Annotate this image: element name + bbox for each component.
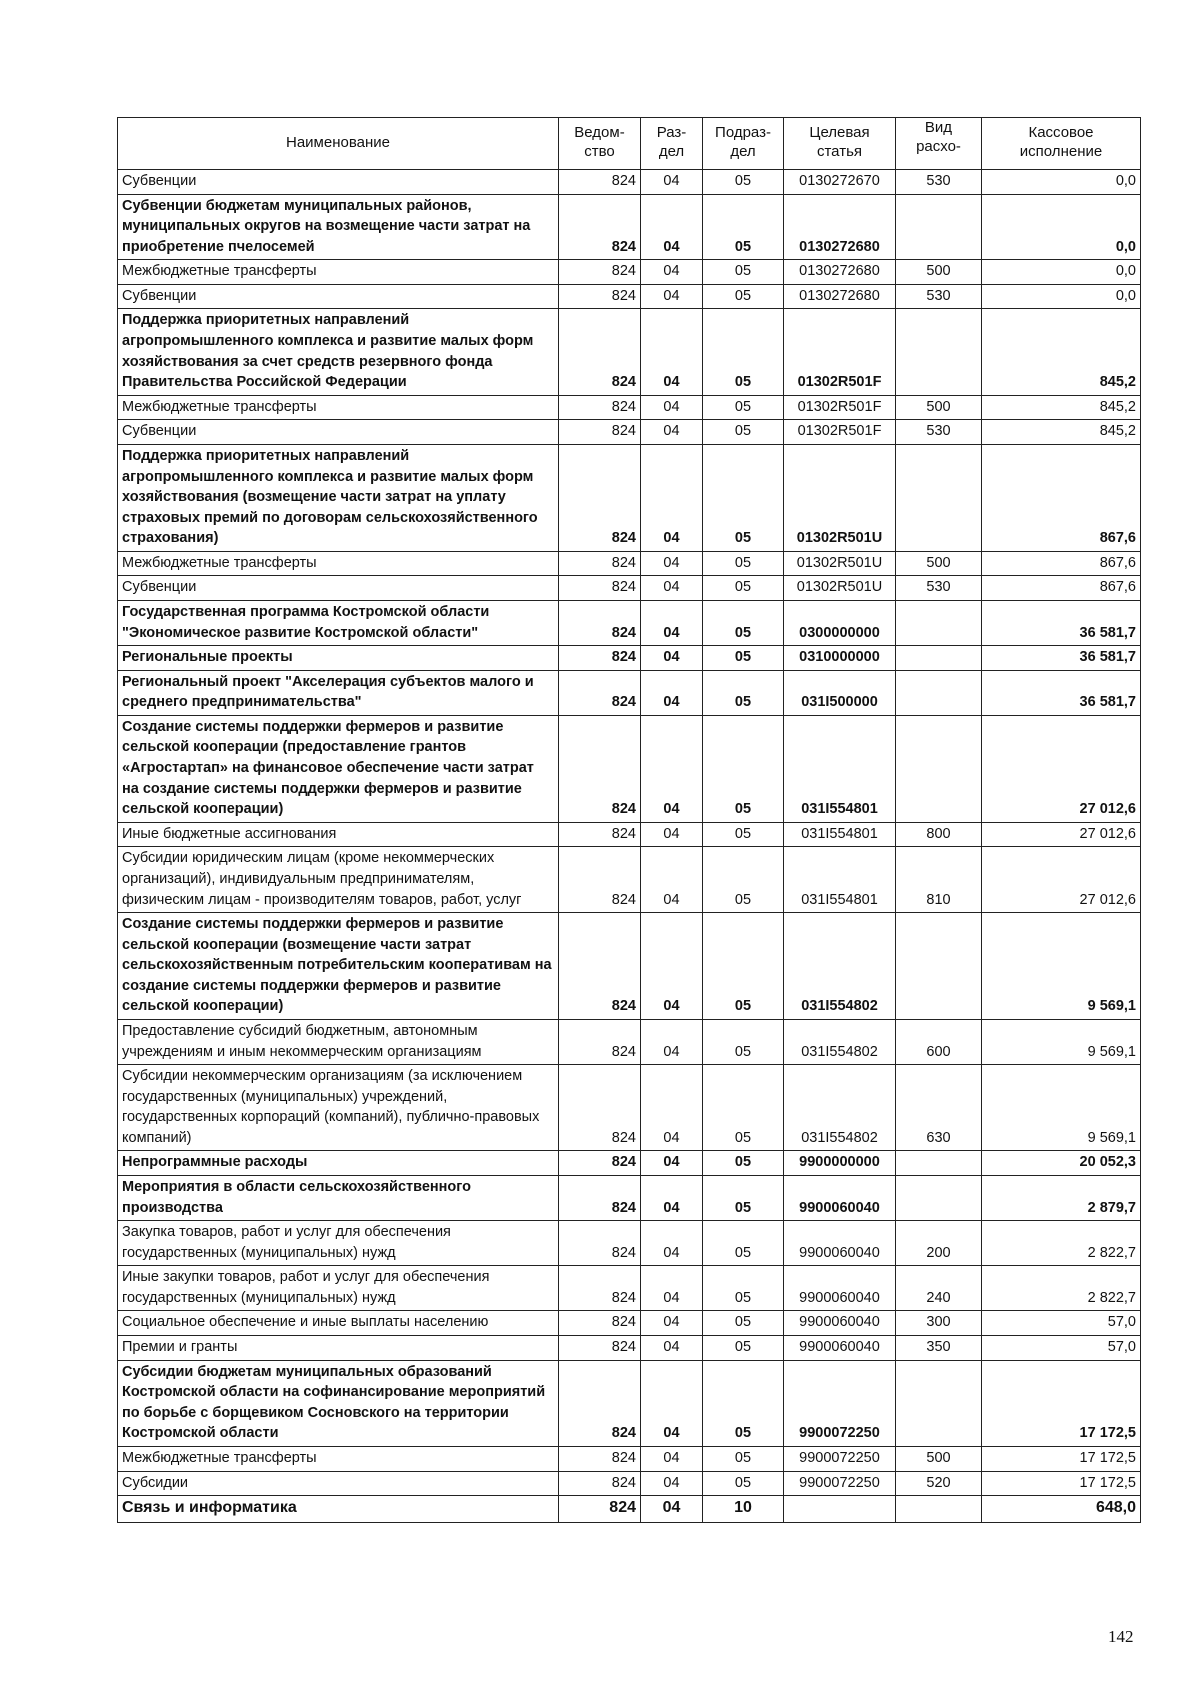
cell-subsection: 05 <box>703 1151 784 1176</box>
cell-expense-kind: 530 <box>896 284 982 309</box>
cell-expense-kind <box>896 670 982 715</box>
cell-target-article: 031I554801 <box>784 822 896 847</box>
cell-section: 04 <box>641 600 703 645</box>
cell-cash-execution: 9 569,1 <box>982 913 1141 1020</box>
cell-name: Создание системы поддержки фермеров и развитие сельской кооперации (предоставление грантов «Агростартап» на финансовое обеспечение части затрат на создание системы поддержки фермеров и развитие сельской кооперации) <box>118 715 559 822</box>
cell-department: 824 <box>559 600 641 645</box>
cell-cash-execution: 845,2 <box>982 309 1141 395</box>
cell-subsection: 05 <box>703 1176 784 1221</box>
cell-section: 04 <box>641 913 703 1020</box>
cell-name: Государственная программа Костромской области "Экономическое развитие Костромской области" <box>118 600 559 645</box>
table-row <box>118 420 1141 445</box>
cell-department: 824 <box>559 670 641 715</box>
cell-target-article: 9900060040 <box>784 1221 896 1266</box>
header-department: Ведом- ство <box>559 118 641 170</box>
cell-expense-kind <box>896 913 982 1020</box>
table-row <box>118 170 1141 195</box>
cell-cash-execution: 36 581,7 <box>982 600 1141 645</box>
cell-target-article: 9900000000 <box>784 1151 896 1176</box>
cell-cash-execution: 0,0 <box>982 260 1141 285</box>
table-row <box>118 1311 1141 1336</box>
cell-expense-kind: 520 <box>896 1471 982 1496</box>
cell-department: 824 <box>559 309 641 395</box>
table-row <box>118 444 1141 551</box>
cell-subsection: 05 <box>703 194 784 260</box>
header-expense-kind: Вид расхо- <box>896 118 982 170</box>
cell-expense-kind: 200 <box>896 1221 982 1266</box>
cell-section: 04 <box>641 309 703 395</box>
cell-department: 824 <box>559 1065 641 1151</box>
cell-expense-kind <box>896 444 982 551</box>
cell-name: Поддержка приоритетных направлений агропромышленного комплекса и развитие малых форм хозяйствования за счет средств резервного фонда Правительства Российской Федерации <box>118 309 559 395</box>
table-row <box>118 1446 1141 1471</box>
cell-section: 04 <box>641 1360 703 1446</box>
cell-target-article: 01302R501U <box>784 576 896 601</box>
table-row <box>118 309 1141 395</box>
cell-section: 04 <box>641 260 703 285</box>
cell-subsection: 05 <box>703 260 784 285</box>
cell-expense-kind <box>896 715 982 822</box>
cell-expense-kind: 500 <box>896 551 982 576</box>
cell-name: Мероприятия в области сельскохозяйственного производства <box>118 1176 559 1221</box>
cell-name: Региональный проект "Акселерация субъектов малого и среднего предпринимательства" <box>118 670 559 715</box>
cell-name: Предоставление субсидий бюджетным, автономным учреждениям и иным некоммерческим организациям <box>118 1019 559 1064</box>
table-row <box>118 646 1141 671</box>
table-row <box>118 194 1141 260</box>
table-row <box>118 551 1141 576</box>
cell-department: 824 <box>559 1336 641 1361</box>
header-name: Наименование <box>118 118 559 170</box>
cell-name: Региональные проекты <box>118 646 559 671</box>
cell-department: 824 <box>559 1471 641 1496</box>
cell-expense-kind: 530 <box>896 420 982 445</box>
table-row <box>118 822 1141 847</box>
cell-section: 04 <box>641 1446 703 1471</box>
cell-target-article: 0130272680 <box>784 260 896 285</box>
cell-expense-kind <box>896 1176 982 1221</box>
cell-expense-kind: 530 <box>896 576 982 601</box>
table-row <box>118 395 1141 420</box>
cell-section: 04 <box>641 420 703 445</box>
table-row <box>118 1065 1141 1151</box>
header-target-article: Целевая статья <box>784 118 896 170</box>
cell-department: 824 <box>559 260 641 285</box>
cell-name: Межбюджетные трансферты <box>118 551 559 576</box>
cell-section: 04 <box>641 715 703 822</box>
cell-cash-execution: 2 822,7 <box>982 1266 1141 1311</box>
cell-expense-kind: 630 <box>896 1065 982 1151</box>
cell-cash-execution: 2 822,7 <box>982 1221 1141 1266</box>
cell-section: 04 <box>641 847 703 913</box>
cell-cash-execution: 17 172,5 <box>982 1471 1141 1496</box>
cell-expense-kind: 500 <box>896 395 982 420</box>
cell-expense-kind: 800 <box>896 822 982 847</box>
cell-target-article: 9900060040 <box>784 1311 896 1336</box>
cell-subsection: 05 <box>703 913 784 1020</box>
cell-section: 04 <box>641 170 703 195</box>
table-row <box>118 1176 1141 1221</box>
cell-expense-kind: 500 <box>896 260 982 285</box>
cell-department: 824 <box>559 646 641 671</box>
cell-target-article: 0300000000 <box>784 600 896 645</box>
table-row <box>118 1019 1141 1064</box>
cell-target-article: 01302R501U <box>784 551 896 576</box>
cell-subsection: 05 <box>703 284 784 309</box>
cell-subsection: 05 <box>703 715 784 822</box>
cell-name: Субвенции <box>118 170 559 195</box>
header-cash-execution: Кассовое исполнение <box>982 118 1141 170</box>
cell-expense-kind: 530 <box>896 170 982 195</box>
cell-subsection: 05 <box>703 1471 784 1496</box>
cell-section: 04 <box>641 1311 703 1336</box>
table-row <box>118 913 1141 1020</box>
cell-subsection: 05 <box>703 309 784 395</box>
cell-subsection: 05 <box>703 1019 784 1064</box>
cell-subsection: 05 <box>703 670 784 715</box>
cell-department: 824 <box>559 1019 641 1064</box>
table-row <box>118 1336 1141 1361</box>
cell-name: Межбюджетные трансферты <box>118 260 559 285</box>
cell-name: Иные закупки товаров, работ и услуг для обеспечения государственных (муниципальных) нужд <box>118 1266 559 1311</box>
cell-section: 04 <box>641 670 703 715</box>
cell-expense-kind: 500 <box>896 1446 982 1471</box>
cell-expense-kind <box>896 309 982 395</box>
cell-target-article: 9900072250 <box>784 1446 896 1471</box>
cell-subsection: 05 <box>703 551 784 576</box>
cell-section: 04 <box>641 1471 703 1496</box>
cell-expense-kind <box>896 1151 982 1176</box>
cell-subsection: 05 <box>703 1221 784 1266</box>
cell-department: 824 <box>559 822 641 847</box>
cell-subsection: 05 <box>703 576 784 601</box>
cell-department: 824 <box>559 1311 641 1336</box>
cell-department: 824 <box>559 395 641 420</box>
cell-department: 824 <box>559 284 641 309</box>
cell-expense-kind: 300 <box>896 1311 982 1336</box>
cell-expense-kind <box>896 646 982 671</box>
cell-department: 824 <box>559 194 641 260</box>
cell-target-article: 01302R501F <box>784 395 896 420</box>
cell-target-article: 0130272670 <box>784 170 896 195</box>
cell-subsection: 05 <box>703 822 784 847</box>
cell-subsection: 05 <box>703 1065 784 1151</box>
cell-cash-execution: 0,0 <box>982 170 1141 195</box>
cell-target-article: 031I554801 <box>784 715 896 822</box>
cell-department: 824 <box>559 576 641 601</box>
cell-section: 04 <box>641 1065 703 1151</box>
cell-expense-kind <box>896 1496 982 1523</box>
cell-cash-execution: 17 172,5 <box>982 1446 1141 1471</box>
cell-subsection: 05 <box>703 646 784 671</box>
cell-target-article: 031I554802 <box>784 1065 896 1151</box>
cell-name: Межбюджетные трансферты <box>118 1446 559 1471</box>
cell-cash-execution: 867,6 <box>982 551 1141 576</box>
cell-subsection: 05 <box>703 1360 784 1446</box>
cell-name: Субсидии бюджетам муниципальных образований Костромской области на софинансирование мероприятий по борьбе с борщевиком Сосновского на территории Костромской области <box>118 1360 559 1446</box>
cell-section: 04 <box>641 822 703 847</box>
cell-cash-execution: 648,0 <box>982 1496 1141 1523</box>
cell-target-article: 01302R501F <box>784 309 896 395</box>
cell-expense-kind: 600 <box>896 1019 982 1064</box>
table-row <box>118 260 1141 285</box>
cell-expense-kind: 810 <box>896 847 982 913</box>
cell-name: Субсидии юридическим лицам (кроме некоммерческих организаций), индивидуальным предпринимателям, физическим лицам - производителям товаров, работ, услуг <box>118 847 559 913</box>
cell-section: 04 <box>641 395 703 420</box>
cell-cash-execution: 20 052,3 <box>982 1151 1141 1176</box>
cell-name: Непрограммные расходы <box>118 1151 559 1176</box>
cell-cash-execution: 27 012,6 <box>982 822 1141 847</box>
cell-subsection: 10 <box>703 1496 784 1523</box>
cell-department: 824 <box>559 1446 641 1471</box>
cell-cash-execution: 867,6 <box>982 576 1141 601</box>
cell-target-article: 0310000000 <box>784 646 896 671</box>
cell-subsection: 05 <box>703 420 784 445</box>
cell-section: 04 <box>641 1266 703 1311</box>
cell-target-article: 031I500000 <box>784 670 896 715</box>
cell-subsection: 05 <box>703 1336 784 1361</box>
cell-cash-execution: 36 581,7 <box>982 670 1141 715</box>
cell-section: 04 <box>641 1176 703 1221</box>
cell-expense-kind <box>896 194 982 260</box>
cell-target-article: 01302R501U <box>784 444 896 551</box>
cell-name: Иные бюджетные ассигнования <box>118 822 559 847</box>
cell-target-article: 01302R501F <box>784 420 896 445</box>
cell-section: 04 <box>641 284 703 309</box>
cell-department: 824 <box>559 1266 641 1311</box>
cell-cash-execution: 845,2 <box>982 420 1141 445</box>
cell-target-article: 9900072250 <box>784 1360 896 1446</box>
cell-cash-execution: 27 012,6 <box>982 847 1141 913</box>
cell-cash-execution: 0,0 <box>982 284 1141 309</box>
table-row <box>118 670 1141 715</box>
cell-department: 824 <box>559 913 641 1020</box>
cell-department: 824 <box>559 551 641 576</box>
cell-target-article: 9900060040 <box>784 1336 896 1361</box>
budget-execution-table <box>117 117 1141 1523</box>
cell-cash-execution: 9 569,1 <box>982 1019 1141 1064</box>
cell-cash-execution: 27 012,6 <box>982 715 1141 822</box>
cell-section: 04 <box>641 576 703 601</box>
cell-name: Субвенции <box>118 284 559 309</box>
cell-target-article: 9900072250 <box>784 1471 896 1496</box>
cell-department: 824 <box>559 444 641 551</box>
cell-name: Премии и гранты <box>118 1336 559 1361</box>
cell-department: 824 <box>559 420 641 445</box>
cell-department: 824 <box>559 1176 641 1221</box>
cell-section: 04 <box>641 444 703 551</box>
table-row <box>118 600 1141 645</box>
cell-department: 824 <box>559 1360 641 1446</box>
cell-department: 824 <box>559 170 641 195</box>
cell-section: 04 <box>641 1151 703 1176</box>
cell-department: 824 <box>559 715 641 822</box>
cell-name: Субвенции <box>118 576 559 601</box>
cell-name: Связь и информатика <box>118 1496 559 1523</box>
cell-department: 824 <box>559 1151 641 1176</box>
cell-name: Субсидии некоммерческим организациям (за исключением государственных (муниципальных) учреждений, государственных корпораций (компаний), публично-правовых компаний) <box>118 1065 559 1151</box>
cell-name: Межбюджетные трансферты <box>118 395 559 420</box>
cell-subsection: 05 <box>703 600 784 645</box>
table-row <box>118 1266 1141 1311</box>
table-row <box>118 715 1141 822</box>
header-section: Раз- дел <box>641 118 703 170</box>
table-row <box>118 1471 1141 1496</box>
table-row <box>118 847 1141 913</box>
cell-target-article: 031I554802 <box>784 913 896 1020</box>
cell-subsection: 05 <box>703 395 784 420</box>
cell-subsection: 05 <box>703 444 784 551</box>
cell-expense-kind <box>896 600 982 645</box>
cell-cash-execution: 36 581,7 <box>982 646 1141 671</box>
header-subsection: Подраз- дел <box>703 118 784 170</box>
cell-section: 04 <box>641 194 703 260</box>
cell-department: 824 <box>559 1496 641 1523</box>
cell-target-article: 0130272680 <box>784 194 896 260</box>
cell-cash-execution: 867,6 <box>982 444 1141 551</box>
cell-expense-kind: 240 <box>896 1266 982 1311</box>
cell-cash-execution: 57,0 <box>982 1311 1141 1336</box>
cell-target-article: 9900060040 <box>784 1266 896 1311</box>
page-number: 142 <box>1108 1627 1134 1646</box>
cell-section: 04 <box>641 1496 703 1523</box>
cell-target-article <box>784 1496 896 1523</box>
table-row <box>118 1496 1141 1523</box>
cell-name: Создание системы поддержки фермеров и развитие сельской кооперации (возмещение части затрат сельскохозяйственным потребительским кооперативам на создание системы поддержки фермеров и развитие сельской кооперации) <box>118 913 559 1020</box>
cell-subsection: 05 <box>703 1311 784 1336</box>
cell-department: 824 <box>559 1221 641 1266</box>
cell-name: Поддержка приоритетных направлений агропромышленного комплекса и развитие малых форм хозяйствования (возмещение части затрат на уплату страховых премий по договорам сельскохозяйственного страхования) <box>118 444 559 551</box>
table-row <box>118 1221 1141 1266</box>
cell-target-article: 031I554802 <box>784 1019 896 1064</box>
cell-cash-execution: 0,0 <box>982 194 1141 260</box>
cell-section: 04 <box>641 646 703 671</box>
cell-expense-kind: 350 <box>896 1336 982 1361</box>
table-row <box>118 284 1141 309</box>
cell-cash-execution: 57,0 <box>982 1336 1141 1361</box>
cell-subsection: 05 <box>703 847 784 913</box>
cell-target-article: 0130272680 <box>784 284 896 309</box>
cell-section: 04 <box>641 1019 703 1064</box>
cell-section: 04 <box>641 551 703 576</box>
cell-department: 824 <box>559 847 641 913</box>
cell-expense-kind <box>896 1360 982 1446</box>
cell-name: Субвенции бюджетам муниципальных районов, муниципальных округов на возмещение части затрат на приобретение пчелосемей <box>118 194 559 260</box>
cell-cash-execution: 2 879,7 <box>982 1176 1141 1221</box>
cell-section: 04 <box>641 1336 703 1361</box>
cell-cash-execution: 17 172,5 <box>982 1360 1141 1446</box>
table-row <box>118 1360 1141 1446</box>
cell-subsection: 05 <box>703 1266 784 1311</box>
cell-cash-execution: 9 569,1 <box>982 1065 1141 1151</box>
cell-name: Субвенции <box>118 420 559 445</box>
cell-name: Социальное обеспечение и иные выплаты населению <box>118 1311 559 1336</box>
cell-name: Закупка товаров, работ и услуг для обеспечения государственных (муниципальных) нужд <box>118 1221 559 1266</box>
cell-cash-execution: 845,2 <box>982 395 1141 420</box>
table-row <box>118 576 1141 601</box>
cell-subsection: 05 <box>703 1446 784 1471</box>
header-row <box>118 118 1141 170</box>
cell-section: 04 <box>641 1221 703 1266</box>
cell-target-article: 9900060040 <box>784 1176 896 1221</box>
cell-name: Субсидии <box>118 1471 559 1496</box>
cell-target-article: 031I554801 <box>784 847 896 913</box>
table-row <box>118 1151 1141 1176</box>
cell-subsection: 05 <box>703 170 784 195</box>
